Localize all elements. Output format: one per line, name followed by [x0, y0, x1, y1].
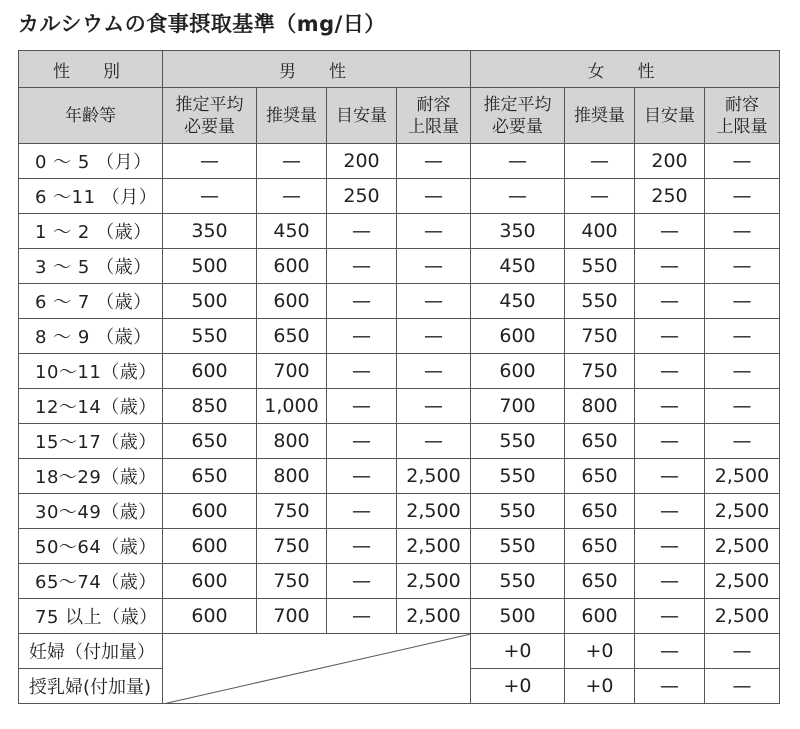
female-estimated-average-requirement-cell: 450 [471, 249, 565, 284]
table-row [19, 319, 780, 354]
male-adequate-intake-cell: — [327, 564, 397, 599]
male-upper-limit-cell: — [397, 214, 471, 249]
male-recommended-amount-cell: 750 [257, 529, 327, 564]
header-line-1: 推奨量 [266, 105, 317, 126]
male-recommended-amount-cell: 750 [257, 494, 327, 529]
male-adequate-intake-cell: — [327, 249, 397, 284]
female-estimated-average-requirement-header [471, 88, 565, 144]
male-upper-limit-cell: — [397, 424, 471, 459]
female-upper-limit-header [705, 88, 780, 144]
header-line-2: 上限量 [716, 116, 768, 137]
header-line-2: 必要量 [492, 116, 543, 137]
male-upper-limit-cell: 2,500 [397, 564, 471, 599]
male-adequate-intake-cell: — [327, 459, 397, 494]
male-recommended-amount-cell: 700 [257, 354, 327, 389]
header-line-1: 推奨量 [574, 105, 625, 126]
female-estimated-average-requirement-cell: 500 [471, 599, 565, 634]
female-estimated-average-requirement-cell: 350 [471, 214, 565, 249]
female-upper-limit-cell: — [705, 354, 780, 389]
female-upper-limit-cell: — [705, 284, 780, 319]
female-recommended-amount-cell: 650 [565, 564, 635, 599]
female-adequate-intake-cell: 250 [635, 179, 705, 214]
sex-header: 性 別 [19, 51, 163, 88]
male-recommended-amount-cell: 1,000 [257, 389, 327, 424]
male-adequate-intake-header [327, 88, 397, 144]
female-upper-limit-cell: — [705, 634, 780, 669]
female-estimated-average-requirement-cell: — [471, 144, 565, 179]
male-recommended-amount-cell: 600 [257, 284, 327, 319]
diagonal-line [163, 634, 471, 704]
female-adequate-intake-cell: — [635, 214, 705, 249]
male-adequate-intake-cell: — [327, 529, 397, 564]
female-estimated-average-requirement-cell: 550 [471, 494, 565, 529]
female-recommended-amount-cell: +0 [565, 634, 635, 669]
female-adequate-intake-cell: — [635, 354, 705, 389]
female-recommended-amount-cell: 750 [565, 354, 635, 389]
male-adequate-intake-cell: — [327, 424, 397, 459]
male-upper-limit-cell: — [397, 144, 471, 179]
male-recommended-amount-cell: 600 [257, 249, 327, 284]
female-recommended-amount-cell: — [565, 179, 635, 214]
male-adequate-intake-cell: — [327, 284, 397, 319]
male-adequate-intake-cell: — [327, 599, 397, 634]
condition-cell: 妊婦（付加量） [19, 634, 163, 669]
male-recommended-amount-cell: 650 [257, 319, 327, 354]
female-estimated-average-requirement-cell: 550 [471, 529, 565, 564]
male-upper-limit-cell: 2,500 [397, 494, 471, 529]
female-recommended-amount-cell: 600 [565, 599, 635, 634]
age-cell: 30～49（歳） [19, 494, 163, 529]
female-estimated-average-requirement-cell: 600 [471, 354, 565, 389]
male-adequate-intake-cell: — [327, 319, 397, 354]
table-row [19, 599, 780, 634]
female-estimated-average-requirement-cell: +0 [471, 669, 565, 704]
table-row [19, 144, 780, 179]
male-estimated-average-requirement-cell: 650 [163, 424, 257, 459]
table-row [19, 529, 780, 564]
male-estimated-average-requirement-cell: 600 [163, 564, 257, 599]
female-estimated-average-requirement-cell: 600 [471, 319, 565, 354]
male-upper-limit-header [397, 88, 471, 144]
female-adequate-intake-cell: 200 [635, 144, 705, 179]
female-adequate-intake-cell: — [635, 284, 705, 319]
header-line-1: 推定平均 [175, 94, 244, 115]
female-recommended-amount-cell: — [565, 144, 635, 179]
male-recommended-amount-cell: 700 [257, 599, 327, 634]
male-upper-limit-cell: 2,500 [397, 529, 471, 564]
table-row [19, 424, 780, 459]
female-upper-limit-cell: — [705, 179, 780, 214]
age-cell: 6 ～ 7 （歳） [19, 284, 163, 319]
male-adequate-intake-cell: — [327, 494, 397, 529]
male-adequate-intake-cell: 250 [327, 179, 397, 214]
page-title: カルシウムの食事摂取基準（mg/日） [18, 12, 386, 36]
male-upper-limit-cell: — [397, 389, 471, 424]
female-recommended-amount-cell: 650 [565, 494, 635, 529]
female-estimated-average-requirement-cell: 550 [471, 459, 565, 494]
female-adequate-intake-cell: — [635, 529, 705, 564]
male-upper-limit-cell: 2,500 [397, 459, 471, 494]
male-estimated-average-requirement-cell: 600 [163, 529, 257, 564]
female-upper-limit-cell: — [705, 319, 780, 354]
female-adequate-intake-cell: — [635, 494, 705, 529]
female-adequate-intake-cell: — [635, 599, 705, 634]
header-line-2: 必要量 [184, 116, 235, 137]
female-estimated-average-requirement-cell: 450 [471, 284, 565, 319]
male-estimated-average-requirement-cell: 600 [163, 494, 257, 529]
female-upper-limit-cell: — [705, 669, 780, 704]
not-applicable-diagonal-cell [163, 634, 471, 704]
male-recommended-amount-cell: 800 [257, 424, 327, 459]
female-estimated-average-requirement-cell: +0 [471, 634, 565, 669]
female-adequate-intake-cell: — [635, 634, 705, 669]
female-upper-limit-cell: — [705, 144, 780, 179]
female-recommended-amount-cell: 650 [565, 459, 635, 494]
female-adequate-intake-cell: — [635, 319, 705, 354]
male-estimated-average-requirement-cell: 350 [163, 214, 257, 249]
calcium-intake-table [18, 50, 780, 704]
table-body [19, 144, 780, 704]
male-estimated-average-requirement-cell: 600 [163, 354, 257, 389]
male-estimated-average-requirement-cell: — [163, 144, 257, 179]
male-upper-limit-cell: — [397, 319, 471, 354]
male-upper-limit-cell: — [397, 354, 471, 389]
table-row [19, 494, 780, 529]
age-header: 年齢等 [19, 88, 163, 144]
male-recommended-amount-cell: — [257, 179, 327, 214]
male-adequate-intake-cell: — [327, 354, 397, 389]
age-cell: 65～74（歳） [19, 564, 163, 599]
table-row [19, 389, 780, 424]
female-recommended-amount-cell: 650 [565, 424, 635, 459]
header-row-sex [19, 51, 780, 88]
table-row [19, 459, 780, 494]
table-row [19, 354, 780, 389]
male-estimated-average-requirement-cell: 500 [163, 249, 257, 284]
table-row [19, 214, 780, 249]
female-estimated-average-requirement-cell: 700 [471, 389, 565, 424]
age-cell: 6 ～11 （月） [19, 179, 163, 214]
male-recommended-amount-cell: 800 [257, 459, 327, 494]
age-cell: 18～29（歳） [19, 459, 163, 494]
male-upper-limit-cell: — [397, 284, 471, 319]
age-cell: 50～64（歳） [19, 529, 163, 564]
header-line-2: 上限量 [408, 116, 459, 137]
male-estimated-average-requirement-header [163, 88, 257, 144]
female-adequate-intake-cell: — [635, 249, 705, 284]
female-header: 女 性 [471, 51, 780, 88]
male-estimated-average-requirement-cell: 650 [163, 459, 257, 494]
female-upper-limit-cell: — [705, 249, 780, 284]
male-recommended-amount-header [257, 88, 327, 144]
female-recommended-amount-cell: 550 [565, 284, 635, 319]
female-recommended-amount-cell: +0 [565, 669, 635, 704]
table-row [19, 564, 780, 599]
age-cell: 15～17（歳） [19, 424, 163, 459]
female-upper-limit-cell: — [705, 424, 780, 459]
male-upper-limit-cell: — [397, 179, 471, 214]
female-upper-limit-cell: 2,500 [705, 459, 780, 494]
female-recommended-amount-header [565, 88, 635, 144]
age-cell: 1 ～ 2 （歳） [19, 214, 163, 249]
table-row [19, 179, 780, 214]
female-estimated-average-requirement-cell: — [471, 179, 565, 214]
female-recommended-amount-cell: 800 [565, 389, 635, 424]
header-line-1: 推定平均 [483, 94, 552, 115]
male-adequate-intake-cell: 200 [327, 144, 397, 179]
table-row [19, 249, 780, 284]
header-line-1: 耐容 [725, 94, 759, 115]
male-estimated-average-requirement-cell: 500 [163, 284, 257, 319]
female-upper-limit-cell: — [705, 389, 780, 424]
female-adequate-intake-header [635, 88, 705, 144]
male-upper-limit-cell: 2,500 [397, 599, 471, 634]
diagonal-stroke [163, 634, 471, 704]
female-recommended-amount-cell: 750 [565, 319, 635, 354]
male-adequate-intake-cell: — [327, 214, 397, 249]
header-line-1: 耐容 [416, 94, 451, 115]
female-adequate-intake-cell: — [635, 389, 705, 424]
male-estimated-average-requirement-cell: 850 [163, 389, 257, 424]
female-estimated-average-requirement-cell: 550 [471, 424, 565, 459]
male-recommended-amount-cell: — [257, 144, 327, 179]
female-estimated-average-requirement-cell: 550 [471, 564, 565, 599]
female-upper-limit-cell: 2,500 [705, 494, 780, 529]
female-adequate-intake-cell: — [635, 459, 705, 494]
header-line-1: 目安量 [644, 105, 695, 126]
female-upper-limit-cell: — [705, 214, 780, 249]
female-upper-limit-cell: 2,500 [705, 529, 780, 564]
female-adequate-intake-cell: — [635, 669, 705, 704]
male-adequate-intake-cell: — [327, 389, 397, 424]
female-upper-limit-cell: 2,500 [705, 599, 780, 634]
table-row [19, 634, 780, 669]
female-recommended-amount-cell: 400 [565, 214, 635, 249]
header-line-1: 目安量 [336, 105, 387, 126]
male-header: 男 性 [163, 51, 471, 88]
male-recommended-amount-cell: 750 [257, 564, 327, 599]
calcium-intake-table-wrapper [18, 50, 779, 710]
male-estimated-average-requirement-cell: 600 [163, 599, 257, 634]
age-cell: 12～14（歳） [19, 389, 163, 424]
male-estimated-average-requirement-cell: — [163, 179, 257, 214]
age-cell: 10～11（歳） [19, 354, 163, 389]
male-upper-limit-cell: — [397, 249, 471, 284]
female-upper-limit-cell: 2,500 [705, 564, 780, 599]
female-adequate-intake-cell: — [635, 424, 705, 459]
age-cell: 8 ～ 9 （歳） [19, 319, 163, 354]
header-row-columns [19, 88, 780, 144]
female-adequate-intake-cell: — [635, 564, 705, 599]
age-cell: 0 ～ 5 （月） [19, 144, 163, 179]
table-row [19, 284, 780, 319]
female-recommended-amount-cell: 650 [565, 529, 635, 564]
condition-cell: 授乳婦(付加量) [19, 669, 163, 704]
age-cell: 75 以上（歳） [19, 599, 163, 634]
age-cell: 3 ～ 5 （歳） [19, 249, 163, 284]
male-recommended-amount-cell: 450 [257, 214, 327, 249]
female-recommended-amount-cell: 550 [565, 249, 635, 284]
male-estimated-average-requirement-cell: 550 [163, 319, 257, 354]
